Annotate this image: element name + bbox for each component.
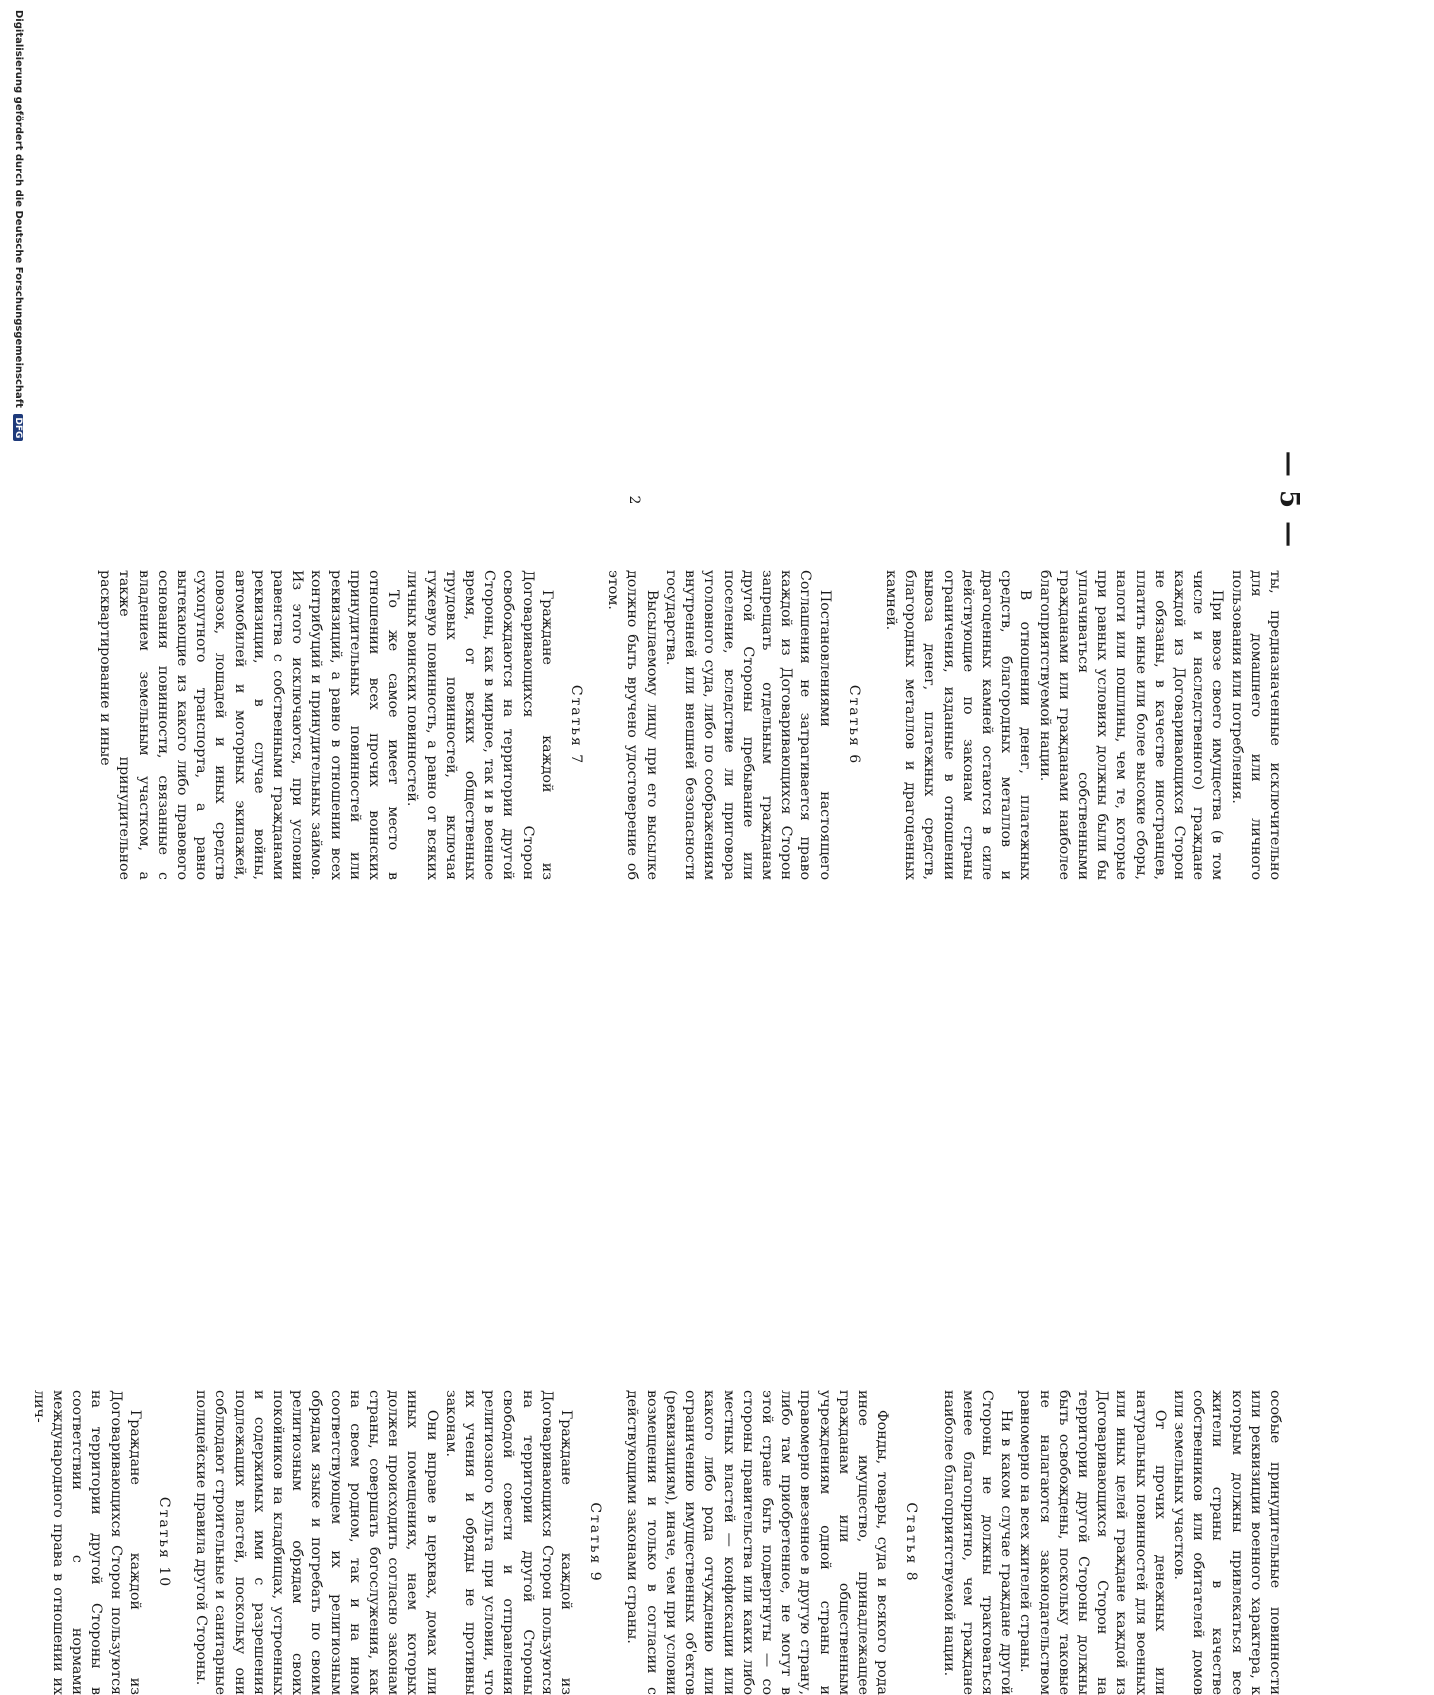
paragraph: особые принудительные повинности или реквизиции военного характера, к которым должны привлекаться все жители страны в качестве собственников или обитателей домов или земельных участков.	[1170, 1390, 1283, 1695]
text-column-left-wrapper	[44, 285, 1284, 880]
paragraph: Ни в каком случае граждане другой Стороны не должны трактоваться менее благоприятно, чем граждане наиболее благоприятствуемой нации.	[940, 1390, 1015, 1695]
paragraph: В отношении денег, платежных средств, благородных металлов и драгоценных камней остаются в силе действующие по законам страны ограничения, изданные в отношении вывоза денег, платежных средств, благородных металлов и драгоценных камней.	[882, 570, 1034, 880]
article-8-heading: Статья 8	[903, 1502, 920, 1583]
paragraph: Высылаемому лицу при его высылке должно быть вручено удостоверение об этом.	[605, 570, 660, 880]
article-6-heading: Статья 6	[845, 684, 862, 766]
paragraph: Они вправе в церквах, домах или иных помещениях, наем которых должен происходить согласно законам страны, совершать богослужения, как на своем родном, так и на ином соответствующем их религиозным обрядам языке и погребать по своим религиозным обрядам своих покойников на кладбищах, устроенных и содержимых ими с разрешения подлежащих властей, поскольку они соблюдают строительные и санитарные полицейские правила другой Стороны.	[193, 1390, 440, 1695]
paragraph: Фонды, товары, суда и всякого рода иное имущество, принадлежащее гражданам или общественным учреждениям одной страны и правомерно ввезенное в другую страну, либо там приобретенное, не могут в этой стране быть подвергнуты — со стороны правительства или каких либо местных властей — конфискации или какого либо рода отчуждению или ограничению имущественных об'ектов (реквизициям), иначе, чем при условии возмещения и только в согласии с действующими законами страны.	[624, 1390, 891, 1695]
digitization-credit-text: Digitalisierung gefördert durch die Deutsche Forschungsgemeinschaft	[13, 10, 24, 408]
paragraph: Постановлениями настоящего Соглашения не затрагивается право каждой из Договаривающихся Сторон запрещать отдельным гражданам другой Стороны пребывание или поселение, вследствие ли приговора уголовного суда, либо по соображениям внутренней или внешней безопасности государства.	[662, 570, 833, 880]
paragraph: Граждане каждой из Договаривающихся Сторон пользуются на территории другой Стороны в соответствии с нормами международного права в отношении их лич-	[30, 1390, 143, 1695]
text-column-right	[29, 1390, 1284, 1695]
paragraph: Граждане каждой из Договаривающихся Сторон пользуются на территории другой Стороны свободой совести и отправления религиозного культа при условии, что их учения и обряды не противны законам.	[442, 1390, 575, 1695]
digitization-credit	[13, 10, 24, 441]
article-7-heading: Статья 7	[568, 684, 585, 766]
paragraph: То же самое имеет место в отношении всех прочих воинских принудительных повинностей или реквизиций, а равно в отношении всех контрибуций и принудительных займов. Из этого исключаются, при условии равенства с собственными гражданами реквизиции, в случае войны, автомобилей и моторных экипажей, повозок, лошадей и иных средств сухопутного транспорта, а равно вытекающие из какого либо правового основания повинности, связанные с владением земельным участком, а также принудительное расквартирование и иные	[97, 570, 402, 880]
paragraph: От прочих денежных или натуральных повинностей для военных или иных целей граждане каждой из Договаривающихся Сторон на территории другой Стороны должны быть освобождены, поскольку таковые не налагаются законодательством равномерно на всех жителей страны.	[1017, 1390, 1168, 1695]
printer-signature-mark: 2	[626, 495, 642, 505]
paragraph: ты, предназначенные исключительно для домашнего или личного пользования или потребления.	[1228, 570, 1283, 880]
paragraph: Граждане каждой из Договаривающихся Сторон освобождаются на территории другой Стороны, как в мирное, так и в военное время, от всяких общественных трудовых повинностей, включая гужевую повинность, а равно от всяких личных воинских повинностей.	[404, 570, 555, 880]
page-number: — 5 —	[1274, 450, 1304, 550]
text-column-right-wrapper	[30, 695, 1284, 1695]
dfg-logo: DFG	[13, 414, 23, 441]
article-10-heading: Статья 10	[156, 1496, 173, 1589]
paragraph: При ввозе своего имущества (в том числе и наследственного) граждане каждой из Договаривающихся Сторон не обязаны, в качестве иностранцев, платить иные или более высокие сборы, налоги или пошлины, чем те, которые при равных условиях должны были бы уплачиваться собственными гражданами или гражданами наиболее благоприятствуемой нации.	[1036, 570, 1226, 880]
article-9-heading: Статья 9	[587, 1502, 604, 1583]
